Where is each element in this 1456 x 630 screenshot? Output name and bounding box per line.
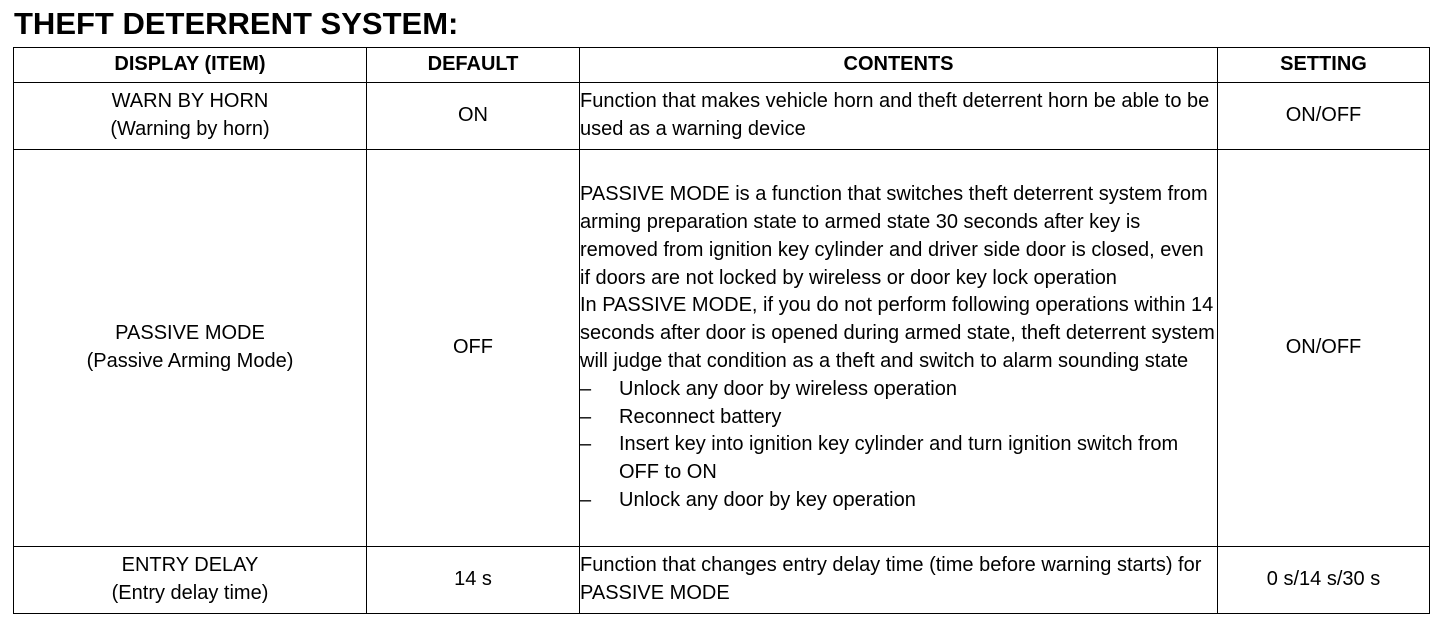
cell-contents	[580, 150, 1218, 547]
table-row-entry-delay	[14, 547, 1430, 614]
dash-marker: –	[580, 433, 592, 456]
list-item	[580, 376, 1217, 404]
item-description: (Entry delay time)	[111, 582, 269, 604]
cell-contents: Function that makes vehicle horn and theft deterrent horn be able to be used as a warning device	[580, 83, 1218, 150]
dash-marker: –	[580, 377, 592, 400]
cell-default: ON	[367, 83, 580, 150]
header-contents: CONTENTS	[580, 48, 1218, 83]
list-item-text: Unlock any door by key operation	[619, 488, 916, 511]
item-name: ENTRY DELAY	[121, 554, 259, 577]
cell-item	[14, 547, 367, 614]
list-item-text: Unlock any door by wireless operation	[619, 377, 957, 400]
list-item-text: Reconnect battery	[619, 405, 782, 428]
page-title: THEFT DETERRENT SYSTEM:	[14, 6, 459, 41]
item-name: WARN BY HORN	[111, 90, 269, 113]
table-row-warn-by-horn	[14, 83, 1430, 150]
operations-list	[580, 376, 1217, 515]
contents-paragraph-2: In PASSIVE MODE, if you do not perform following operations within 14 seconds after door is opened during armed state, theft deterrent system will judge that condition as a theft and switch to alarm sounding state	[580, 294, 1215, 372]
cell-setting: ON/OFF	[1218, 83, 1430, 150]
dash-marker: –	[580, 405, 592, 428]
settings-table	[13, 47, 1430, 614]
table-row-passive-mode	[14, 150, 1430, 547]
cell-item	[14, 150, 367, 547]
item-description: (Passive Arming Mode)	[86, 350, 294, 372]
cell-setting: 0 s/14 s/30 s	[1218, 547, 1430, 614]
list-item	[580, 487, 1217, 515]
item-name: PASSIVE MODE	[115, 322, 265, 345]
contents-paragraph-1: PASSIVE MODE is a function that switches theft deterrent system from arming preparation state to armed state 30 seconds after key is removed from ignition key cylinder and driver side door is closed, even if doors are not locked by wireless or door key lock operation	[580, 183, 1208, 289]
table-header-row	[14, 48, 1430, 83]
list-item	[580, 404, 1217, 432]
header-display-item: DISPLAY (ITEM)	[14, 48, 367, 83]
cell-default: 14 s	[367, 547, 580, 614]
header-default: DEFAULT	[367, 48, 580, 83]
item-description: (Warning by horn)	[110, 118, 270, 140]
cell-contents: Function that changes entry delay time (time before warning starts) for PASSIVE MODE	[580, 547, 1218, 614]
dash-marker: –	[580, 488, 592, 511]
cell-item	[14, 83, 367, 150]
header-setting: SETTING	[1218, 48, 1430, 83]
cell-setting: ON/OFF	[1218, 150, 1430, 547]
cell-default: OFF	[367, 150, 580, 547]
list-item	[580, 431, 1217, 487]
list-item-text: Insert key into ignition key cylinder and turn ignition switch from OFF to ON	[619, 433, 1179, 484]
